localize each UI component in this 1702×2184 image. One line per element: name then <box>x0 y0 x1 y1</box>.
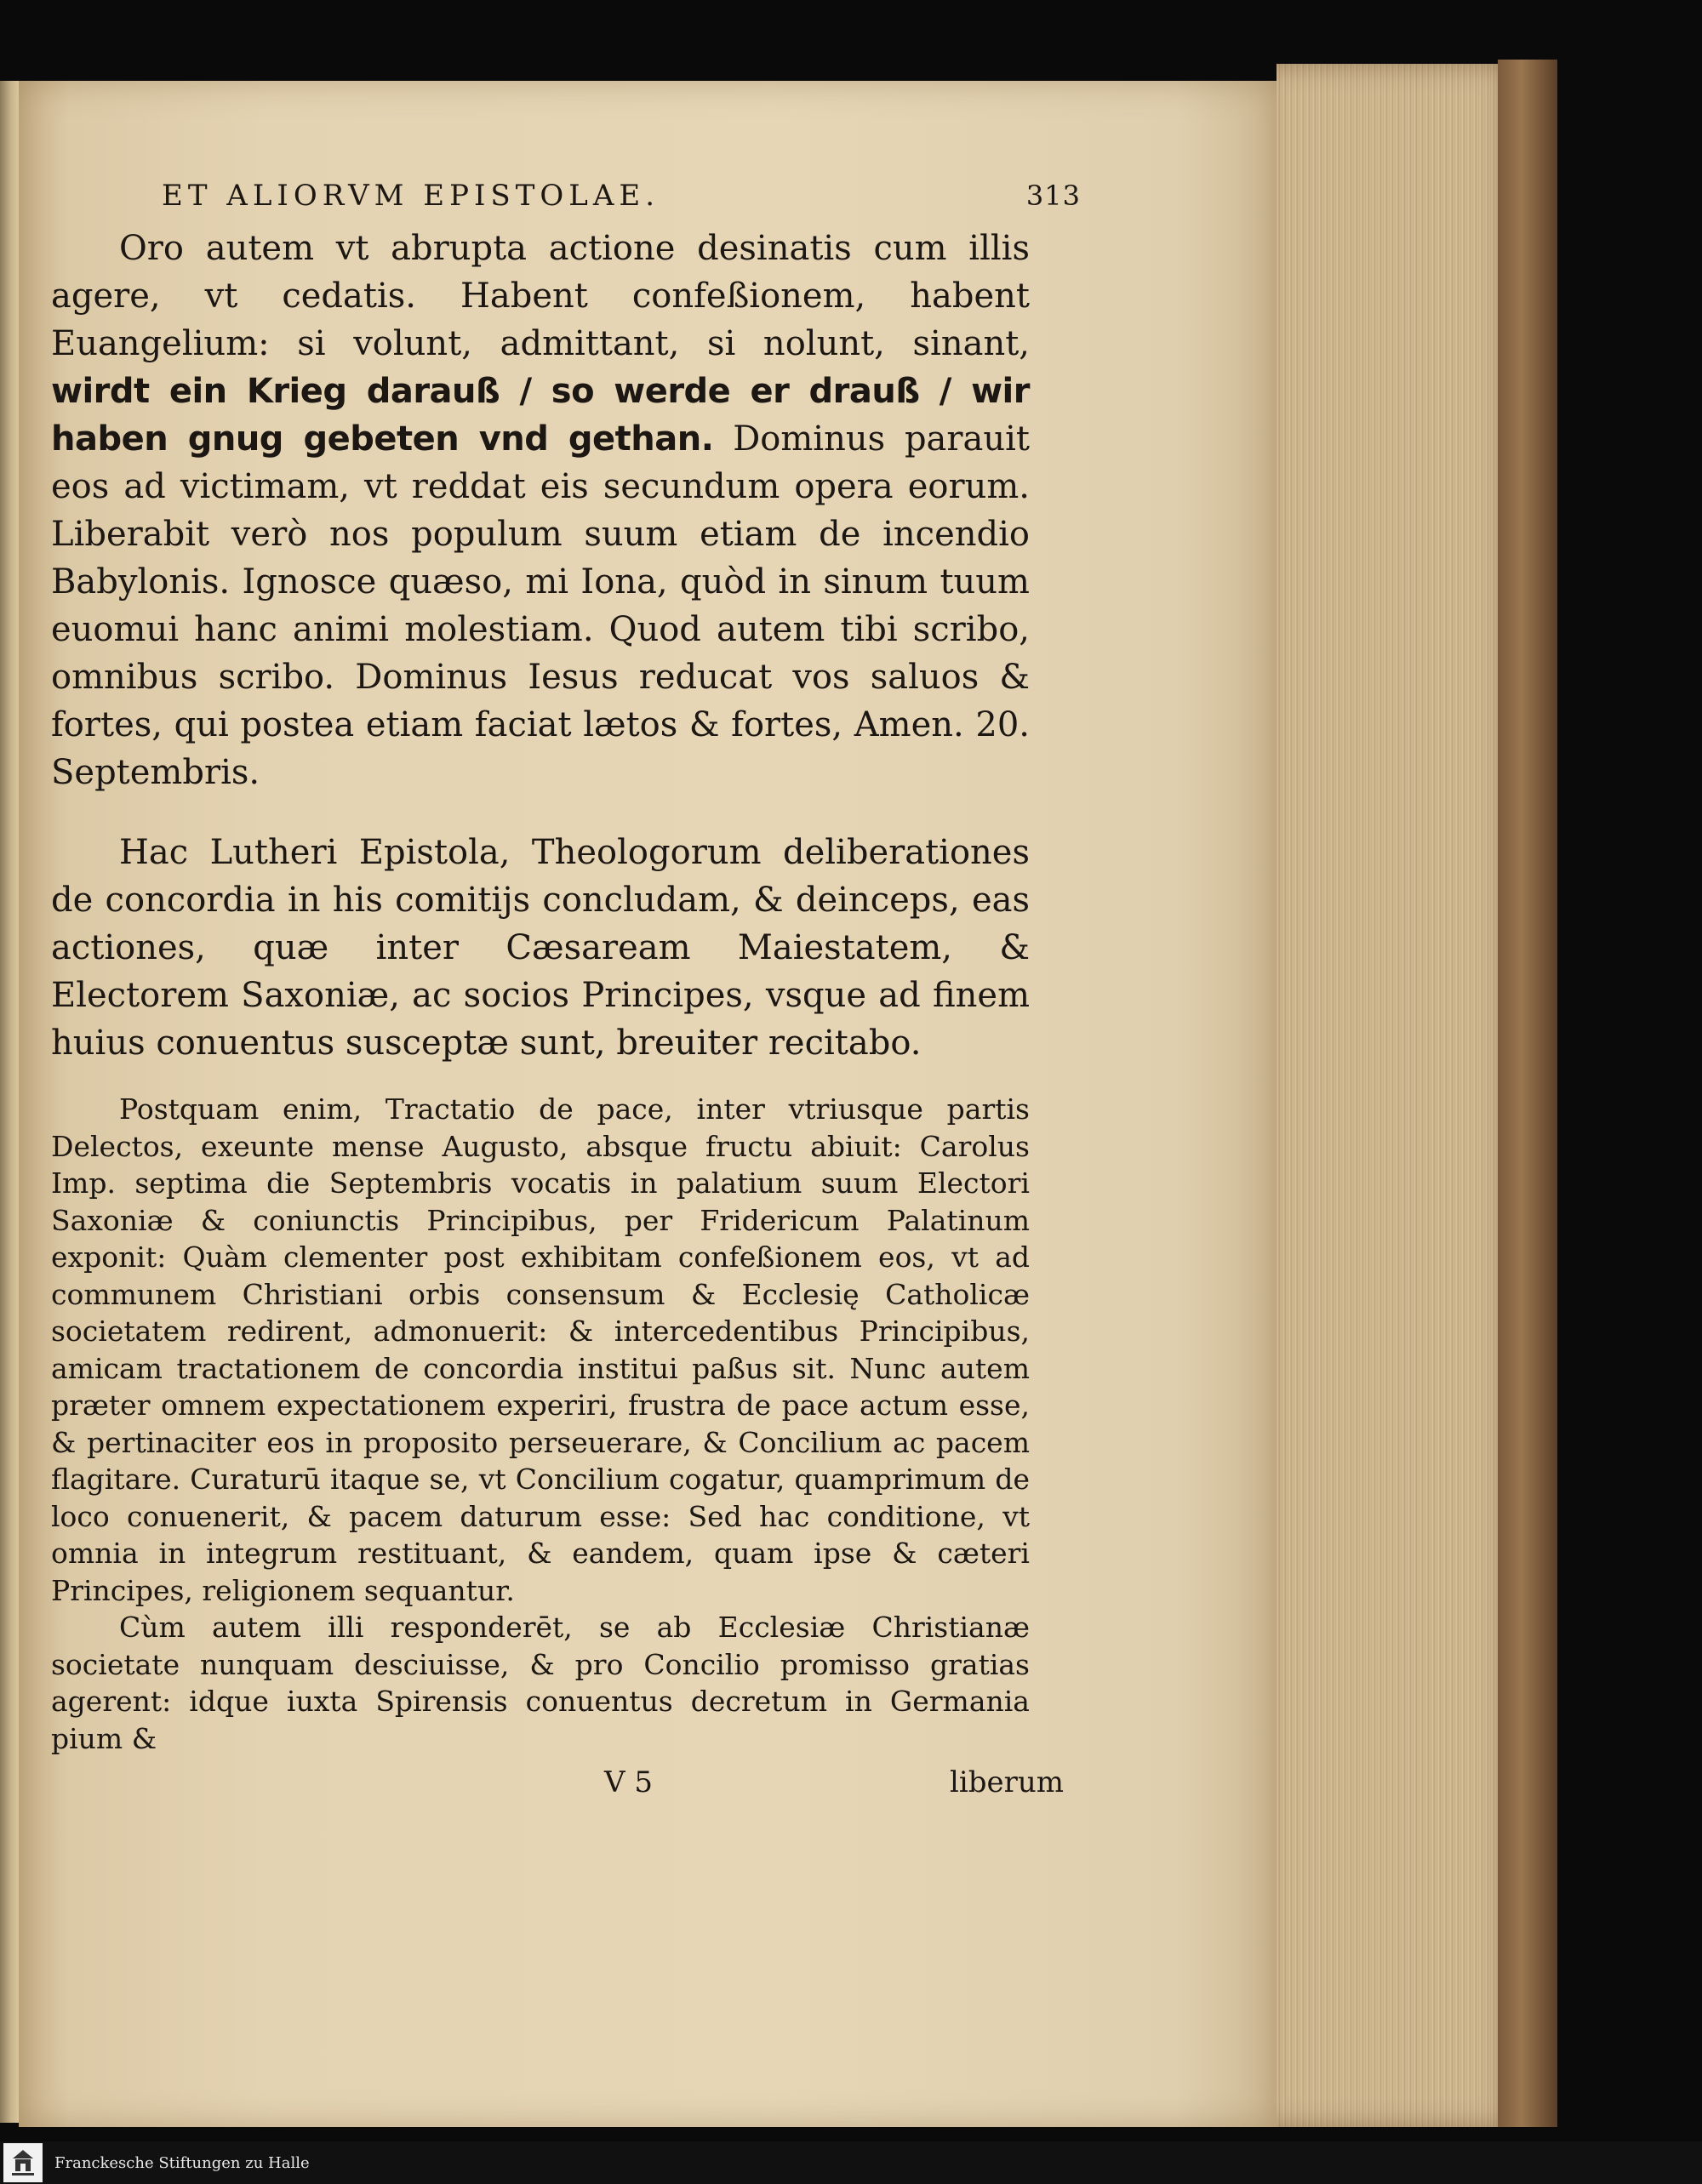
latin-text: Dominus parauit eos ad victimam, vt reddat eis secundum opera eorum. Liberabit verò nos populum suum etiam de incendio Babylonis. Ignosce quæso, mi Iona, quòd in sinum tuum euomui hanc animi molestiam. Quod autem tibi scribo, omnibus scribo. Dominus Iesus reducat vos saluos & fortes, qui postea etiam faciat lætos & fortes, Amen. 20. Septembris. <box>51 419 1030 792</box>
building-icon <box>10 2148 36 2177</box>
latin-text: Oro autem vt abrupta actione desinatis cum illis agere, vt cedatis. Habent confeßionem, habent Euangelium: si volunt, admittant, si nolunt, sinant, <box>51 229 1030 363</box>
footer-bar <box>0 2141 1702 2184</box>
running-head-title: ET ALIORVM EPISTOLAE. <box>162 179 660 213</box>
paragraph-transition: Hac Lutheri Epistola, Theologorum deliberationes de concordia in his comitijs concludam, & deinceps, eas actiones, quæ inter Cæsaream Maiestatem, & Electorem Saxoniæ, ac socios Principes, vsque ad finem huius conuentus susceptæ sunt, breuiter recitabo. <box>51 833 1030 1063</box>
paragraph-narrative: Postquam enim, Tractatio de pace, inter vtriusque partis Delectos, exeunte mense Augusto, absque fructu abiuit: Carolus Imp. septima die Septembris vocatis in palatium suum Electori Saxoniæ & coniunctis Principibus, per Fridericum Palatinum exponit: Quàm clementer post exhibitam confeßionem eos, vt ad communem Christiani orbis consensum & Ecclesię Catholicæ societatem redirent, admonuerit: & intercedentibus Principibus, amicam tractationem de concordia institui paßus sit. Nunc autem præter omnem expectationem experiri, frustra de pace actum esse, & pertinaciter eos in proposito perseuerare, & Concilium ac pacem flagitare. Curaturū itaque se, vt Concilium cogatur, quamprimum de loco conuenerit, & pacem daturum esse: Sed hac conditione, vt omnia in integrum restituant, & eandem, quam ipse & cæteri Principes, religionem sequantur. <box>51 1092 1030 1607</box>
text-block <box>51 94 1081 1799</box>
institution-logo-icon <box>3 2143 43 2182</box>
page-number: 313 <box>1025 180 1081 212</box>
paragraph-gap <box>51 1067 1030 1091</box>
german-blackletter-text: wirdt ein Krieg darauß / so werde er drauß / wir haben gnug gebeten vnd gethan. <box>51 372 1030 459</box>
facing-page-edge <box>0 81 19 2123</box>
paragraph-letter-closing <box>51 225 1030 796</box>
page-block-edges <box>1276 64 1523 2127</box>
paragraph-response: Cùm autem illi responderēt, se ab Ecclesiæ Christianæ societate nunquam desciuisse, & pro Concilio promisso gratias agerent: idque iuxta Spirensis conuentus decretum in Germania pium & <box>51 1611 1030 1755</box>
institution-name: Franckesche Stiftungen zu Halle <box>54 2153 310 2172</box>
binding-cover-edge <box>1498 60 1557 2127</box>
paragraph-gap <box>51 796 1030 829</box>
signature-mark: V 5 <box>604 1765 653 1799</box>
running-head <box>162 179 1081 213</box>
catchline <box>604 1765 1064 1799</box>
catchword: liberum <box>949 1765 1064 1799</box>
